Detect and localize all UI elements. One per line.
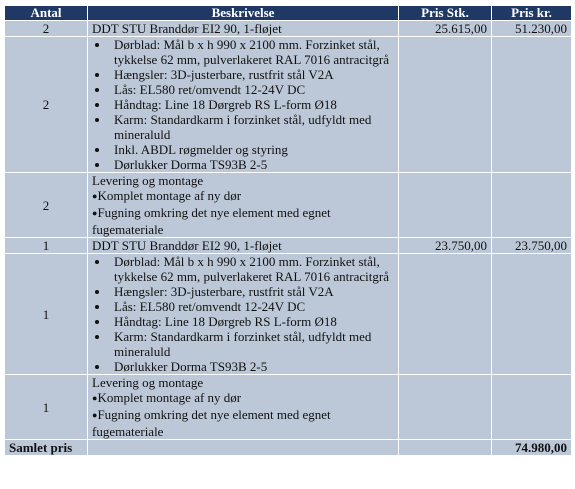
description-cell: DDT STU Branddør EI2 90, 1-fløjet [88, 238, 399, 254]
table-row [5, 173, 572, 238]
service-item: ● Fugning omkring det nye element med egnet fugemateriale [92, 407, 394, 439]
spec-item: • Karm: Standardkarm i forzinket stål, udfyldt med mineraluld [110, 329, 394, 359]
total-price-cell: 23.750,00 [492, 238, 572, 254]
total-price-cell [492, 37, 572, 173]
description-cell [88, 375, 399, 440]
unit-price-cell: 25.615,00 [399, 21, 492, 37]
total-value: 74.980,00 [492, 440, 572, 456]
unit-price-cell [399, 37, 492, 173]
unit-price-cell [399, 173, 492, 238]
service-item: ● Fugning omkring det nye element med egnet fugemateriale [92, 205, 394, 237]
table-row [5, 375, 572, 440]
table-row [5, 238, 572, 254]
table-row [5, 21, 572, 37]
service-heading: Levering og montage [92, 173, 204, 188]
header-pris-stk: Pris Stk. [399, 6, 492, 21]
header-pris-kr: Pris kr. [492, 6, 572, 21]
price-table [4, 5, 572, 456]
description-cell [88, 37, 399, 173]
total-row [5, 440, 572, 456]
spec-item: • Lås: EL580 ret/omvendt 12-24V DC [110, 82, 394, 97]
spec-item: • Håndtag: Line 18 Dørgreb RS L-form Ø18 [110, 97, 394, 112]
qty-cell: 1 [5, 375, 88, 440]
spec-list [92, 37, 394, 172]
spec-item: • Dørblad: Mål b x h 990 x 2100 mm. Forzinket stål, tykkelse 62 mm, pulverlakeret RAL 7016 antracitgrå [110, 254, 394, 284]
total-price-cell [492, 173, 572, 238]
spec-item: • Håndtag: Line 18 Dørgreb RS L-form Ø18 [110, 314, 394, 329]
total-price-cell: 51.230,00 [492, 21, 572, 37]
unit-price-cell: 23.750,00 [399, 238, 492, 254]
header-beskrivelse: Beskrivelse [88, 6, 399, 21]
qty-cell: 2 [5, 21, 88, 37]
total-spacer [88, 440, 399, 456]
service-item: ● Komplet montage af ny dør [92, 390, 394, 407]
unit-price-cell [399, 254, 492, 375]
table-row [5, 254, 572, 375]
spec-item: • Dørlukker Dorma TS93B 2-5 [110, 359, 394, 374]
description-cell [88, 173, 399, 238]
spec-item: • Karm: Standardkarm i forzinket stål, udfyldt med mineraluld [110, 112, 394, 142]
total-price-cell [492, 254, 572, 375]
spec-item: • Hængsler: 3D-justerbare, rustfrit stål V2A [110, 67, 394, 82]
total-price-cell [492, 375, 572, 440]
qty-cell: 2 [5, 37, 88, 173]
table-row [5, 37, 572, 173]
spec-item: • Inkl. ABDL røgmelder og styring [110, 142, 394, 157]
description-cell [88, 254, 399, 375]
total-spacer [399, 440, 492, 456]
spec-item: • Dørlukker Dorma TS93B 2-5 [110, 157, 394, 172]
header-antal: Antal [5, 6, 88, 21]
spec-item: • Hængsler: 3D-justerbare, rustfrit stål V2A [110, 284, 394, 299]
description-cell: DDT STU Branddør EI2 90, 1-fløjet [88, 21, 399, 37]
spec-item: • Dørblad: Mål b x h 990 x 2100 mm. Forzinket stål, tykkelse 62 mm, pulverlakeret RAL 7016 antracitgrå [110, 37, 394, 67]
qty-cell: 1 [5, 254, 88, 375]
unit-price-cell [399, 375, 492, 440]
spec-list [92, 254, 394, 374]
service-item: ● Komplet montage af ny dør [92, 188, 394, 205]
spec-item: • Lås: EL580 ret/omvendt 12-24V DC [110, 299, 394, 314]
total-label: Samlet pris [5, 440, 88, 456]
header-row [5, 6, 572, 21]
service-heading: Levering og montage [92, 375, 204, 390]
qty-cell: 1 [5, 238, 88, 254]
qty-cell: 2 [5, 173, 88, 238]
